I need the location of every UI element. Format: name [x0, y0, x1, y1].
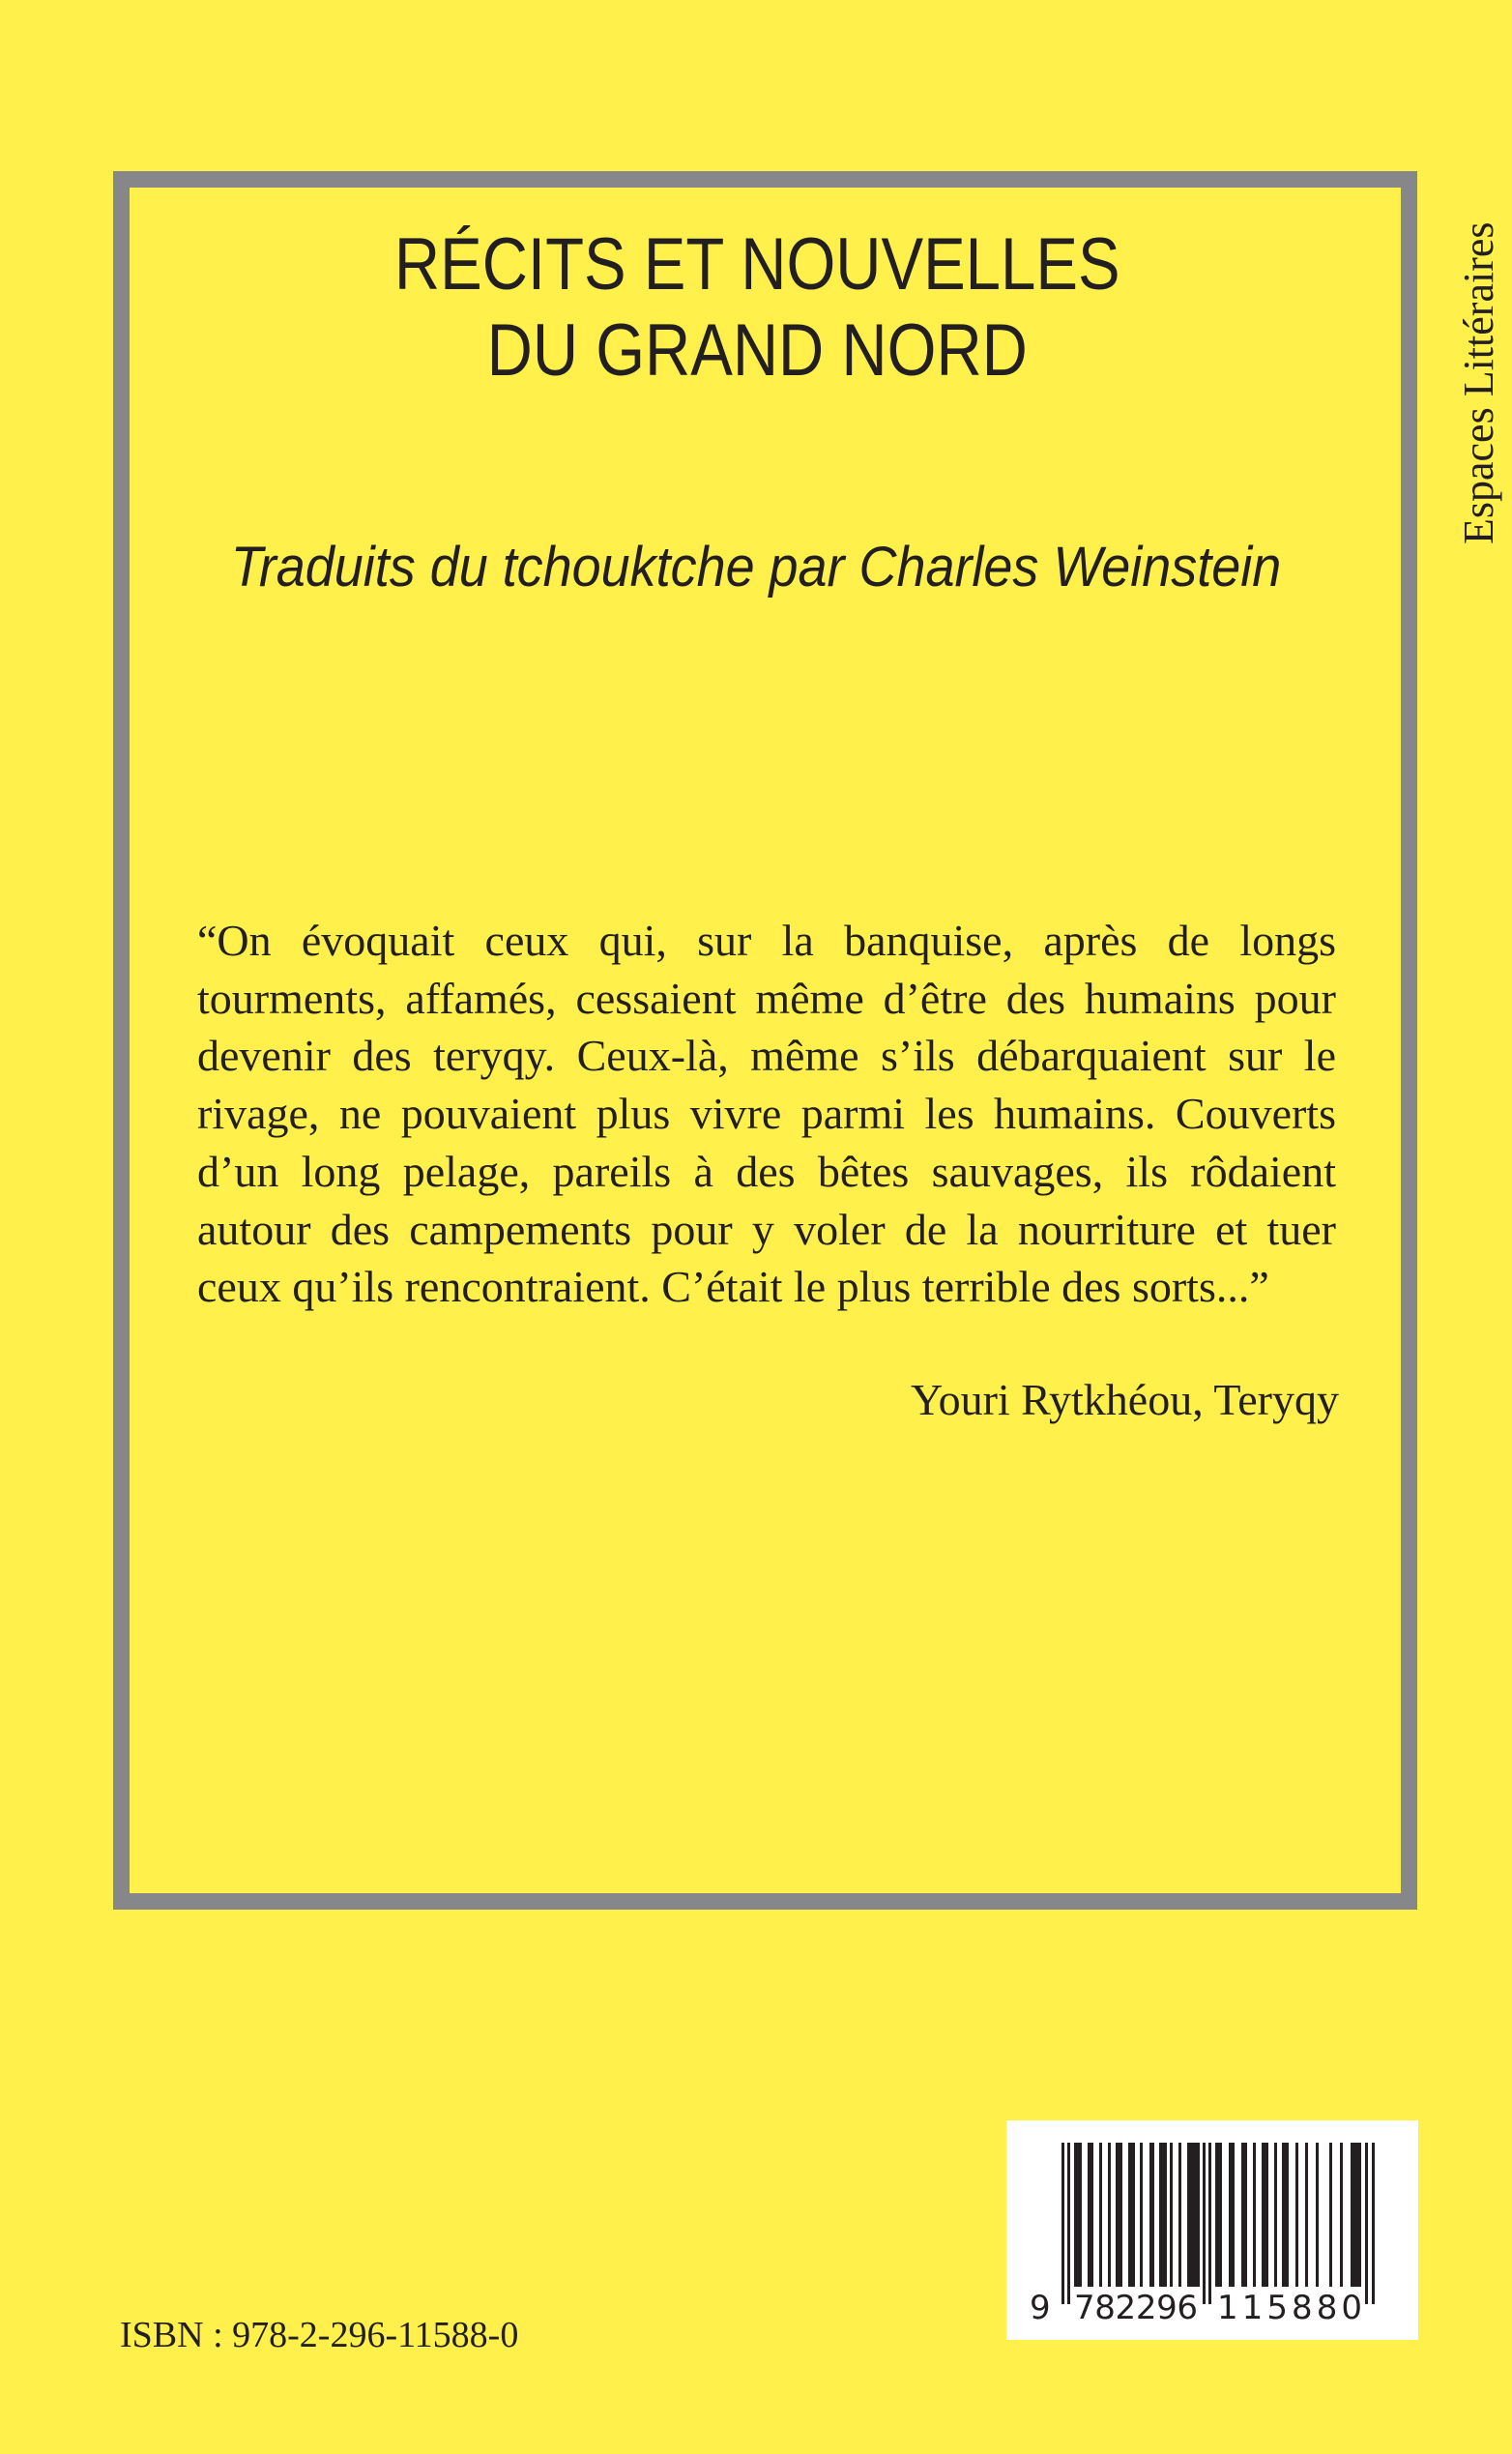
- quote-line: tourments, affamés, cessaient même d’être des humains pour: [197, 973, 1336, 1023]
- back-cover-quote: [197, 912, 1336, 1316]
- barcode-icon: [1006, 2120, 1418, 2340]
- quote-line: “On évoquait ceux qui, sur la banquise, après de longs: [197, 916, 1336, 965]
- svg-text:115880: 115880: [1217, 2289, 1362, 2327]
- quote-line: rivage, ne pouvaient plus vivre parmi les humains. Couverts: [197, 1089, 1336, 1139]
- quote-attribution: Youri Rytkhéou, Teryqy: [910, 1375, 1339, 1424]
- quote-line: d’un long pelage, pareils à des bêtes sauvages, ils rôdaient: [197, 1146, 1336, 1196]
- isbn-barcode: [1006, 2120, 1418, 2340]
- quote-line: autour des campements pour y voler de la nourriture et tuer: [197, 1204, 1336, 1254]
- book-title-line-2: DU GRAND NORD: [486, 309, 1028, 392]
- series-name: Espaces Littéraires: [1455, 221, 1502, 544]
- quote-line: ceux qu’ils rencontraient. C’était le plus terrible des sorts...”: [197, 1262, 1269, 1312]
- svg-text:9: 9: [1030, 2289, 1051, 2327]
- book-title-line-1: RÉCITS ET NOUVELLES: [393, 223, 1120, 306]
- isbn-label: ISBN : 978-2-296-11588-0: [120, 2315, 519, 2355]
- svg-text:782296: 782296: [1074, 2289, 1198, 2327]
- translator-credit-text: Traduits du tchouktche par Charles Weinstein: [230, 536, 1282, 599]
- translator-credit: [0, 535, 1512, 600]
- book-title: [0, 221, 1512, 394]
- quote-line: devenir des teryqy. Ceux-là, même s’ils débarquaient sur le: [197, 1031, 1336, 1081]
